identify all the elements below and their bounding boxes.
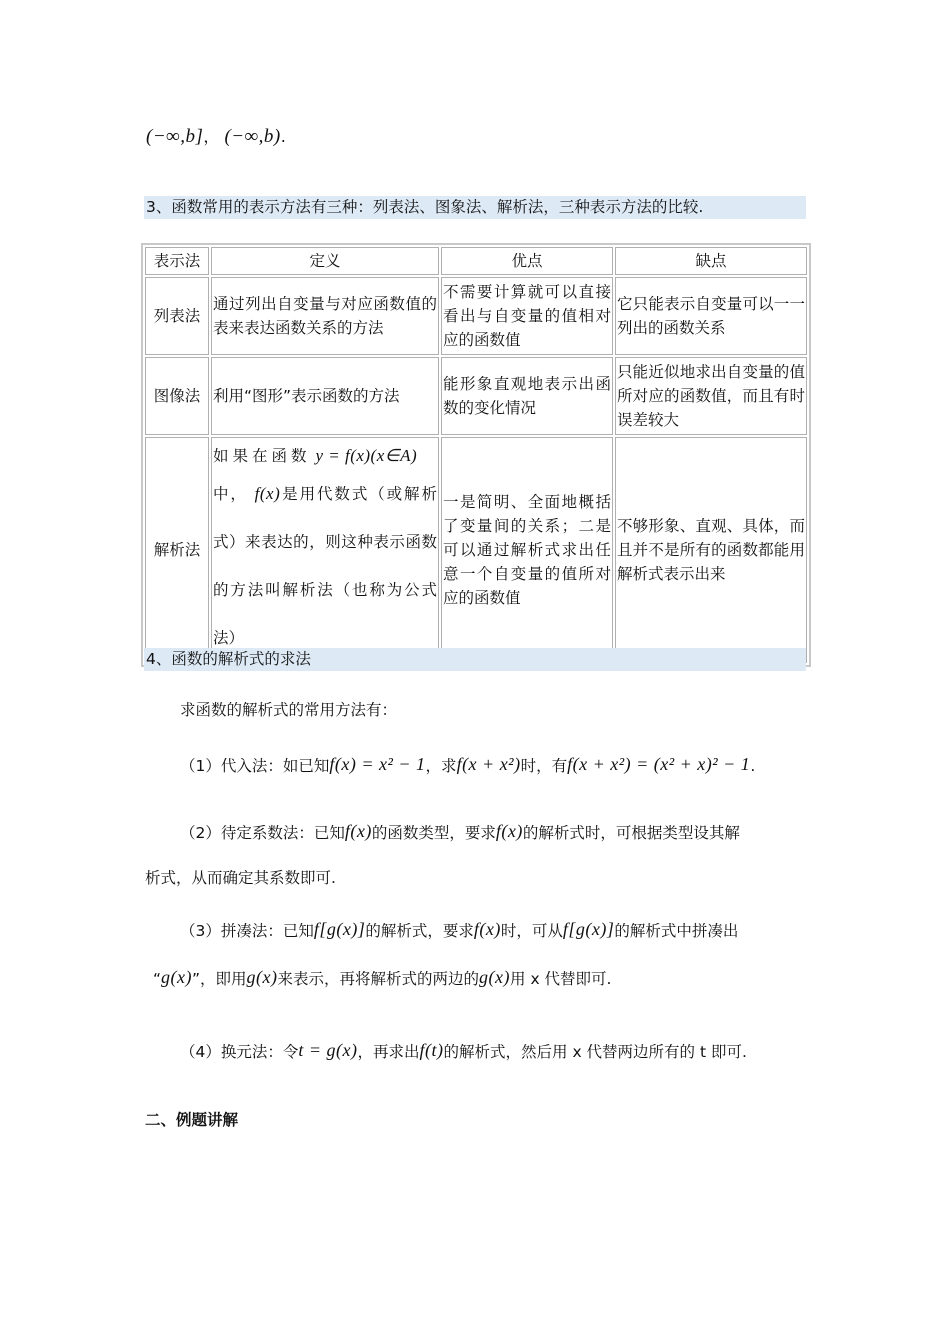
method-text: 的解析式时，可根据类型设其解: [522, 824, 740, 842]
method-substitution: [180, 754, 755, 776]
method-text: .: [750, 757, 756, 775]
formula: g(x): [479, 967, 511, 987]
method-text: 的函数类型，要求: [371, 824, 496, 842]
method-undetermined-coefficients: [180, 821, 740, 843]
definition-cell: [211, 437, 439, 663]
table-row: [145, 277, 807, 355]
method-substitution-variable: [180, 1040, 747, 1062]
table-row: [145, 357, 807, 435]
method-text: ，求: [425, 757, 457, 775]
method-text: （4）换元法：令: [180, 1043, 299, 1061]
separator: ，: [203, 127, 220, 146]
method-text: 的解析式中拼凑出: [614, 922, 739, 940]
section-3-heading: 3、函数常用的表示方法有三种：列表法、图象法、解析法，三种表示方法的比较.: [144, 196, 806, 219]
formula: f(t): [419, 1040, 444, 1060]
method-text: ，再求出: [357, 1043, 420, 1061]
cons-cell: 它只能表示自变量可以一一列出的函数关系: [615, 277, 807, 355]
interval-left-closed: (−∞,b]: [146, 126, 204, 147]
period: .: [280, 127, 286, 146]
formula: g(x): [246, 967, 278, 987]
cons-cell: 不够形象、直观、具体，而且并不是所有的函数都能用解析式表示出来: [615, 437, 807, 663]
formula: f(x + x²) = (x² + x)² − 1: [567, 754, 751, 774]
method-3-continuation: [153, 967, 612, 989]
method-text: 用 x 代替即可.: [510, 970, 612, 988]
method-2-continuation: 析式，从而确定其系数即可.: [145, 869, 336, 887]
method-text: （3）拼凑法：已知: [180, 922, 314, 940]
part-2-heading: 二、例题讲解: [145, 1111, 239, 1129]
pros-cell: 一是简明、全面地概括了变量间的关系；二是可以通过解析式求出任意一个自变量的值所对应的函数值: [441, 437, 613, 663]
method-name: 图像法: [145, 357, 209, 435]
method-text: 来表示，再将解析式的两边的: [277, 970, 480, 988]
formula: g(x): [161, 967, 193, 987]
method-text: 的解析式，要求: [365, 922, 474, 940]
pros-cell: 不需要计算就可以直接看出与自变量的值相对应的函数值: [441, 277, 613, 355]
method-text: “: [153, 970, 162, 988]
header-cell: 优点: [441, 247, 613, 275]
definition-text: 如果在函数: [213, 447, 311, 465]
method-matching: [180, 919, 738, 941]
formula: f(x + x²): [456, 754, 521, 774]
interval-notation-line: [146, 124, 286, 148]
section-4-heading: 4、函数的解析式的求法: [144, 648, 806, 671]
method-text: 的解析式，然后用 x 代替两边所有的 t 即可.: [443, 1043, 747, 1061]
formula: f(x): [254, 484, 281, 503]
cons-cell: 只能近似地求出自变量的值所对应的函数值，而且有时误差较大: [615, 357, 807, 435]
header-cell: 定义: [211, 247, 439, 275]
method-name: 解析法: [145, 437, 209, 663]
formula: f[g(x)]: [562, 919, 615, 939]
comparison-table: [141, 243, 811, 667]
formula: f(x): [473, 919, 501, 939]
header-cell: 缺点: [615, 247, 807, 275]
definition-cell: 利用“图形”表示函数的方法: [211, 357, 439, 435]
table-row: [145, 437, 807, 663]
formula: f(x): [344, 821, 372, 841]
pros-cell: 能形象直观地表示出函数的变化情况: [441, 357, 613, 435]
formula: f(x) = x² − 1: [329, 754, 426, 774]
formula: f(x): [495, 821, 523, 841]
method-text: 时，有: [520, 757, 568, 775]
interval-left-open: (−∞,b): [224, 126, 281, 147]
method-text: （2）待定系数法：已知: [180, 824, 345, 842]
method-name: 列表法: [145, 277, 209, 355]
definition-text: 是用代数式（或解析式）来表达的，则这种表示函数的方法叫解析法（也称为公式法）: [213, 485, 437, 647]
formula: y = f(x)(x∈A): [315, 446, 418, 465]
header-cell: 表示法: [145, 247, 209, 275]
definition-cell: 通过列出自变量与对应函数值的表来表达函数关系的方法: [211, 277, 439, 355]
method-text: ”，即用: [192, 970, 247, 988]
formula: f[g(x)]: [313, 919, 366, 939]
method-text: （1）代入法：如已知: [180, 757, 330, 775]
method-text: 时，可从: [500, 922, 563, 940]
methods-intro: 求函数的解析式的常用方法有：: [180, 701, 398, 719]
table-header-row: [145, 247, 807, 275]
formula: t = g(x): [298, 1040, 358, 1060]
definition-text: 中，: [213, 485, 248, 503]
